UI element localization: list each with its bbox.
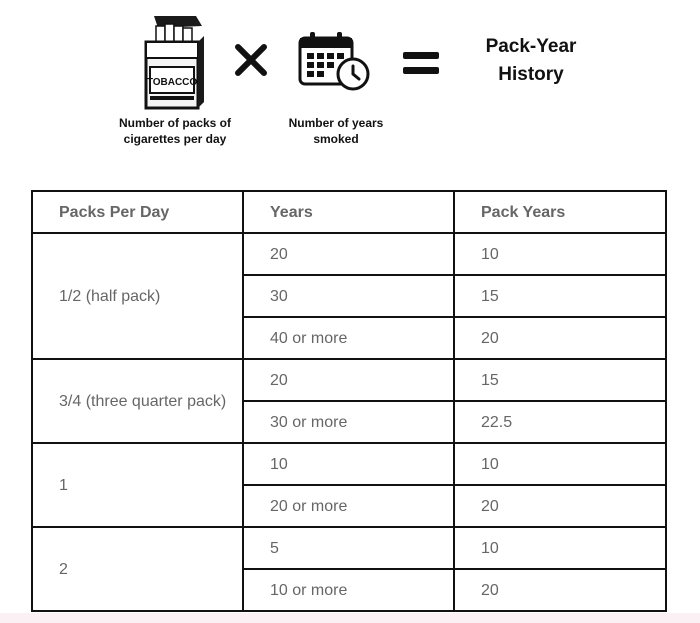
years-cell: 30 or more [243, 401, 454, 443]
packs-per-day-caption: Number of packs of cigarettes per day [118, 116, 232, 146]
pack-years-cell: 15 [454, 275, 666, 317]
table-row [32, 527, 666, 569]
years-cell: 40 or more [243, 317, 454, 359]
header-pack-years: Pack Years [454, 191, 666, 233]
pack-years-cell: 10 [454, 443, 666, 485]
pack-label: TOBACCO [146, 77, 198, 88]
years-cell: 30 [243, 275, 454, 317]
years-cell: 20 [243, 359, 454, 401]
header-years: Years [243, 191, 454, 233]
table-row [32, 359, 666, 401]
cigarette-pack-icon [136, 12, 208, 112]
calendar-clock-icon [297, 28, 373, 94]
pack-years-cell: 20 [454, 317, 666, 359]
years-smoked-caption: Number of years smoked [288, 116, 384, 146]
bottom-tint [0, 613, 700, 623]
times-icon [234, 43, 268, 77]
equals-icon [402, 50, 440, 76]
header-packs-per-day: Packs Per Day [32, 191, 243, 233]
years-cell: 10 or more [243, 569, 454, 611]
years-cell: 20 [243, 233, 454, 275]
pack-years-cell: 20 [454, 569, 666, 611]
pack-years-cell: 20 [454, 485, 666, 527]
table-row [32, 443, 666, 485]
pack-years-cell: 10 [454, 233, 666, 275]
pack-years-cell: 22.5 [454, 401, 666, 443]
pack-years-cell: 10 [454, 527, 666, 569]
packs-cell: 1/2 (half pack) [32, 233, 243, 359]
pack-years-cell: 15 [454, 359, 666, 401]
packs-cell: 1 [32, 443, 243, 527]
table-header-row [32, 191, 666, 233]
packs-cell: 2 [32, 527, 243, 611]
table-row [32, 233, 666, 275]
pack-year-formula [0, 0, 700, 180]
packs-cell: 3/4 (three quarter pack) [32, 359, 243, 443]
years-cell: 20 or more [243, 485, 454, 527]
pack-year-history-title: Pack-Year History [485, 36, 577, 85]
pack-years-table [31, 190, 667, 612]
years-cell: 10 [243, 443, 454, 485]
years-cell: 5 [243, 527, 454, 569]
